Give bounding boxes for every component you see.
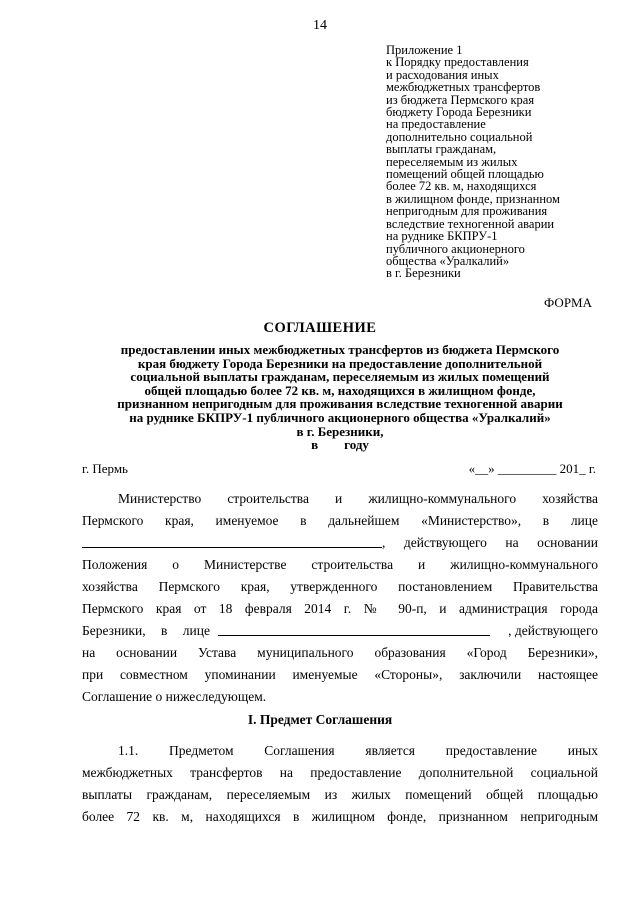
subtitle-line: края бюджету Города Березники на предоставление дополнительной	[137, 355, 543, 371]
preamble-line: при совместном упоминании именуемые «Стороны», заключили настоящее	[82, 667, 598, 682]
appendix-line: и расходования иных	[386, 67, 499, 82]
appendix-line: Приложение 1	[386, 43, 463, 57]
subject-line: межбюджетных трансфертов на предоставление дополнительной социальной	[82, 765, 598, 780]
section-heading: I. Предмет Соглашения	[247, 712, 393, 727]
preamble-line: Пермского края от 18 февраля 2014 г. № 90-п, и администрация города	[82, 601, 598, 616]
appendix-line: в жилищном фонде, признанном	[386, 191, 560, 206]
appendix-line: к Порядку предоставления	[386, 55, 529, 70]
subject-line: более 72 кв. м, находящихся в жилищном фонде, признанном непригодным	[82, 809, 598, 824]
subject-line: выплаты гражданам, переселяемым из жилых помещений общей площадью	[82, 787, 598, 802]
administration-head-blank	[218, 621, 490, 636]
preamble-line: , действующего на основании	[82, 532, 598, 554]
preamble-paragraph	[82, 488, 598, 708]
preamble-line: Положения о Министерстве строительства и жилищно-коммунального	[82, 557, 598, 572]
appendix-line: дополнительно социальной	[386, 129, 533, 144]
appendix-line: выплаты гражданам,	[386, 142, 497, 157]
form-label: ФОРМА	[544, 295, 592, 310]
preamble-line: Соглашение о нижеследующем.	[82, 689, 267, 704]
signing-place: г. Пермь	[82, 461, 128, 476]
appendix-line: переселяемым из жилых	[386, 154, 518, 169]
document-subtitle	[80, 343, 600, 452]
preamble-line: Пермского края, именуемое в дальнейшем «Министерство», в лице	[82, 513, 598, 528]
document-title: СОГЛАШЕНИЕ	[263, 320, 377, 336]
subtitle-line: признанном непригодным для проживания вследствие техногенной аварии	[117, 396, 563, 412]
appendix-line: межбюджетных трансфертов	[386, 80, 541, 95]
subtitle-line: в г. Березники,	[296, 423, 384, 439]
subtitle-line: предоставлении иных межбюджетных трансфертов из бюджета Пермского	[120, 342, 560, 357]
subtitle-line: в году	[311, 437, 369, 453]
appendix-header	[386, 44, 622, 280]
appendix-line: более 72 кв. м, находящихся	[386, 179, 537, 194]
preamble-line: хозяйства Пермского края, утвержденного постановлением Правительства	[82, 579, 598, 594]
appendix-line: на предоставление	[386, 117, 486, 132]
appendix-line: непригодным для проживания	[386, 204, 548, 219]
subtitle-line: социальной выплаты гражданам, переселяемым из жилых помещений	[130, 369, 550, 385]
appendix-line: помещений общей площадью	[386, 167, 544, 182]
subtitle-line: на руднике БКПРУ-1 публичного акционерного общества «Уралкалий»	[129, 409, 551, 425]
preamble-line: Министерство строительства и жилищно-коммунального хозяйства	[118, 491, 598, 506]
signing-date: «__» _________ 201_ г.	[468, 461, 596, 476]
subject-paragraph	[82, 740, 598, 828]
preamble-line: на основании Устава муниципального образования «Город Березники»,	[82, 645, 598, 660]
appendix-line: на руднике БКПРУ-1	[386, 229, 498, 244]
appendix-line: из бюджета Пермского края	[386, 92, 535, 107]
appendix-line: публичного акционерного	[386, 241, 525, 256]
appendix-line: вследствие техногенной аварии	[386, 216, 555, 231]
subject-line: 1.1. Предметом Соглашения является предоставление иных	[118, 743, 598, 758]
appendix-line: бюджету Города Березники	[386, 105, 532, 120]
appendix-line: в г. Березники	[386, 266, 461, 281]
page-number: 14	[313, 18, 327, 33]
minister-name-blank	[82, 533, 382, 548]
appendix-line: общества «Уралкалий»	[386, 253, 510, 268]
preamble-line: Березники, в лице , действующего	[82, 623, 598, 638]
subtitle-line: общей площадью более 72 кв. м, находящихся в жилищном фонде,	[144, 382, 536, 398]
